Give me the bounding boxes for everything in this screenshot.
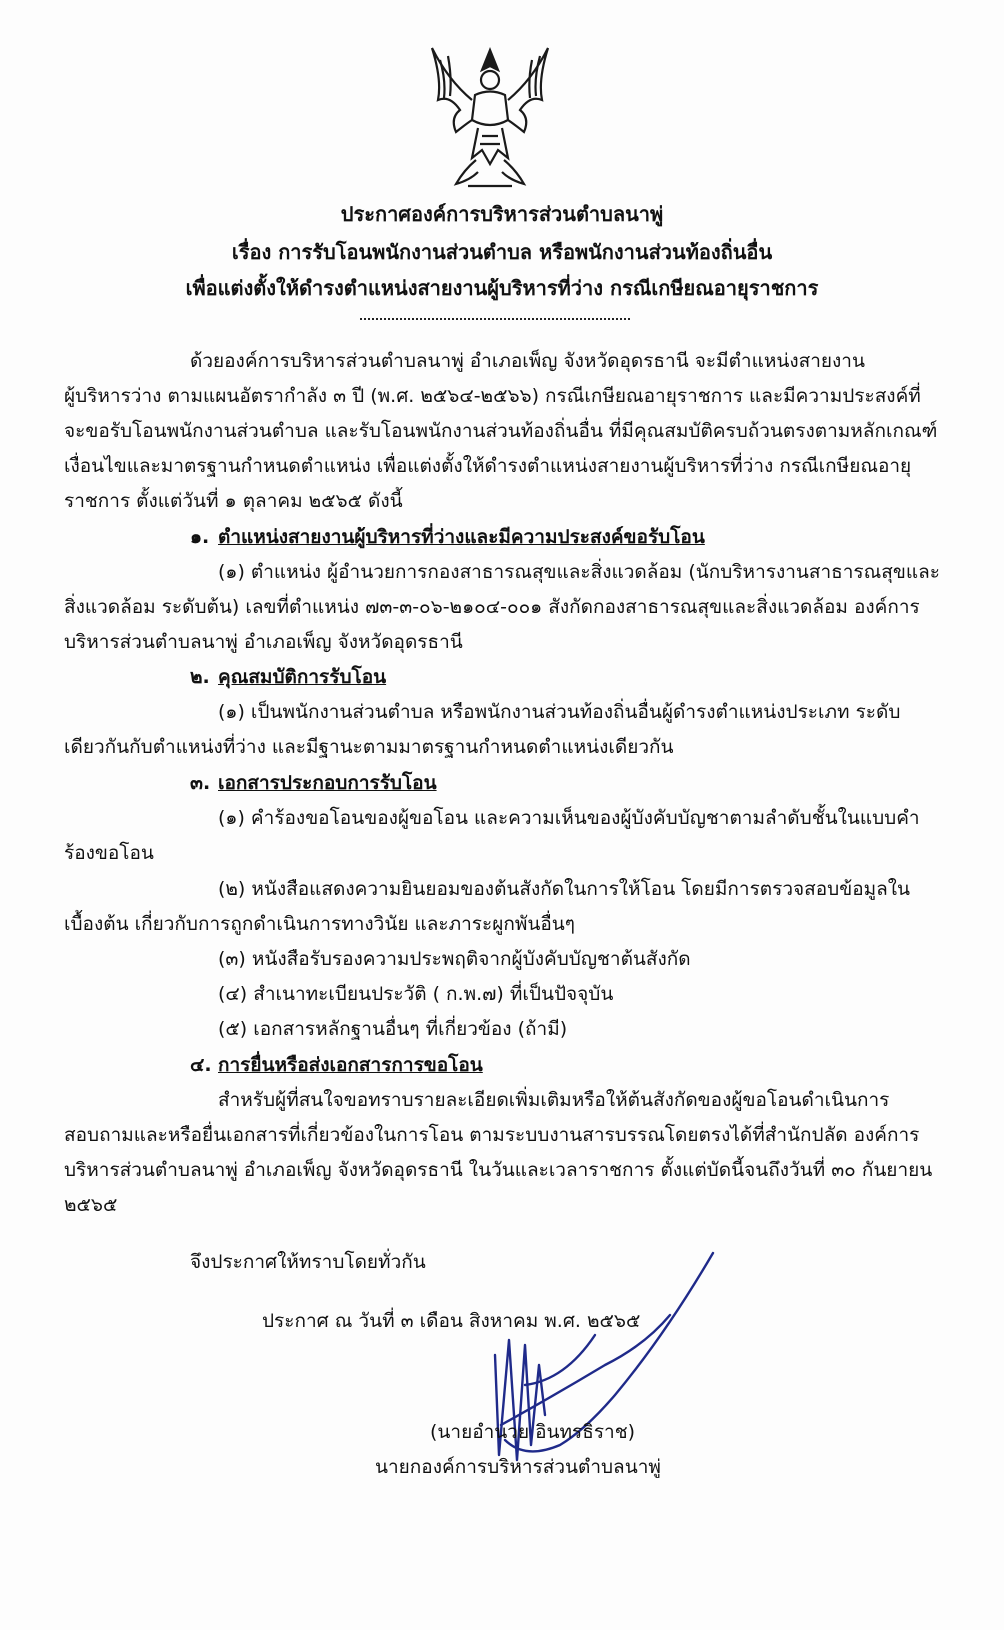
announcement-date: ประกาศ ณ วันที่ ๓ เดือน สิงหาคม พ.ศ. ๒๕๖๕	[262, 1310, 641, 1332]
section-4-heading: การยื่นหรือส่งเอกสารการขอโอน	[218, 1054, 483, 1076]
section-3-line: (๒) หนังสือแสดงความยินยอมของต้นสังกัดในการให้โอน โดยมีการตรวจสอบข้อมูลใน	[218, 878, 911, 900]
section-2-heading: คุณสมบัติการรับโอน	[218, 666, 387, 688]
section-1-heading: ตำแหน่งสายงานผู้บริหารที่ว่างและมีความประสงค์ขอรับโอน	[218, 526, 705, 548]
section-3-line: เบื้องต้น เกี่ยวกับการถูกดำเนินการทางวินัย และภาระผูกพันอื่นๆ	[64, 913, 575, 935]
section-2-line: เดียวกันกับตำแหน่งที่ว่าง และมีฐานะตามมาตรฐานกำหนดตำแหน่งเดียวกัน	[64, 736, 674, 758]
section-1-line: บริหารส่วนตำบลนาพู่ อำเภอเพ็ญ จังหวัดอุดรธานี	[64, 631, 463, 653]
announcement-subject: เรื่อง การรับโอนพนักงานส่วนตำบล หรือพนักงานส่วนท้องถิ่นอื่น	[231, 240, 773, 264]
section-2-line: (๑) เป็นพนักงานส่วนตำบล หรือพนักงานส่วนท้องถิ่นอื่นผู้ดำรงตำแหน่งประเภท ระดับ	[218, 701, 901, 723]
section-4-line: สอบถามและหรือยื่นเอกสารที่เกี่ยวข้องในการโอน ตามระบบงานสารบรรณโดยตรงได้ที่สำนักปลัด องค์การ	[64, 1124, 920, 1146]
section-3-line: (๑) คำร้องขอโอนของผู้ขอโอน และความเห็นของผู้บังคับบัญชาตามลำดับชั้นในแบบคำ	[218, 807, 920, 829]
signer-name: (นายอำนวย อินทรธิราช)	[430, 1421, 636, 1443]
announcement-subject-line2: เพื่อแต่งตั้งให้ดำรงตำแหน่งสายงานผู้บริหารที่ว่าง กรณีเกษียณอายุราชการ	[185, 276, 819, 300]
intro-line: ผู้บริหารว่าง ตามแผนอัตรากำลัง ๓ ปี (พ.ศ. ๒๕๖๔-๒๕๖๖) กรณีเกษียณอายุราชการ และมีความประสงค์ที่	[64, 385, 921, 407]
section-3-line: (๓) หนังสือรับรองความประพฤติจากผู้บังคับบัญชาต้นสังกัด	[218, 948, 691, 970]
section-1-line: สิ่งแวดล้อม ระดับต้น) เลขที่ตำแหน่ง ๗๓-๓-๐๖-๒๑๐๔-๐๐๑ สังกัดกองสาธารณสุขและสิ่งแวดล้อม องค์การ	[64, 596, 920, 618]
section-1-number: ๑.	[190, 526, 210, 548]
section-1-line: (๑) ตำแหน่ง ผู้อำนวยการกองสาธารณสุขและสิ่งแวดล้อม (นักบริหารงานสาธารณสุขและ	[218, 561, 940, 583]
announcement-title: ประกาศองค์การบริหารส่วนตำบลนาพู่	[340, 202, 664, 226]
title-divider	[360, 318, 630, 320]
section-3-heading: เอกสารประกอบการรับโอน	[218, 772, 437, 794]
signer-position: นายกองค์การบริหารส่วนตำบลนาพู่	[375, 1456, 661, 1478]
section-2-number: ๒.	[190, 666, 210, 688]
intro-line: เงื่อนไขและมาตรฐานกำหนดตำแหน่ง เพื่อแต่งตั้งให้ดำรงตำแหน่งสายงานผู้บริหารที่ว่าง กรณีเกษียณอายุ	[64, 455, 912, 477]
section-4-line: ๒๕๖๕	[64, 1194, 118, 1216]
section-4-line: บริหารส่วนตำบลนาพู่ อำเภอเพ็ญ จังหวัดอุดรธานี ในวันและเวลาราชการ ตั้งแต่บัดนี้จนถึงวันที่ ๓๐ กันยายน	[64, 1159, 933, 1181]
section-3-line: (๔) สำเนาทะเบียนประวัติ ( ก.พ.๗) ที่เป็นปัจจุบัน	[218, 983, 614, 1005]
intro-line: ราชการ ตั้งแต่วันที่ ๑ ตุลาคม ๒๕๖๕ ดังนี้	[64, 490, 403, 512]
intro-line: ด้วยองค์การบริหารส่วนตำบลนาพู่ อำเภอเพ็ญ จังหวัดอุดรธานี จะมีตำแหน่งสายงาน	[190, 350, 865, 372]
section-4-number: ๔.	[190, 1054, 212, 1076]
closing-statement: จึงประกาศให้ทราบโดยทั่วกัน	[190, 1251, 426, 1273]
section-3-number: ๓.	[190, 772, 211, 794]
section-4-line: สำหรับผู้ที่สนใจขอทราบรายละเอียดเพิ่มเติมหรือให้ต้นสังกัดของผู้ขอโอนดำเนินการ	[218, 1089, 890, 1111]
section-3-line: (๕) เอกสารหลักฐานอื่นๆ ที่เกี่ยวข้อง (ถ้ามี)	[218, 1018, 568, 1040]
intro-line: จะขอรับโอนพนักงานส่วนตำบล และรับโอนพนักงานส่วนท้องถิ่นอื่น ที่มีคุณสมบัติครบถ้วนตรงตามหลักเกณฑ์	[64, 420, 938, 442]
garuda-emblem-icon	[420, 40, 560, 200]
section-3-line: ร้องขอโอน	[64, 842, 154, 864]
